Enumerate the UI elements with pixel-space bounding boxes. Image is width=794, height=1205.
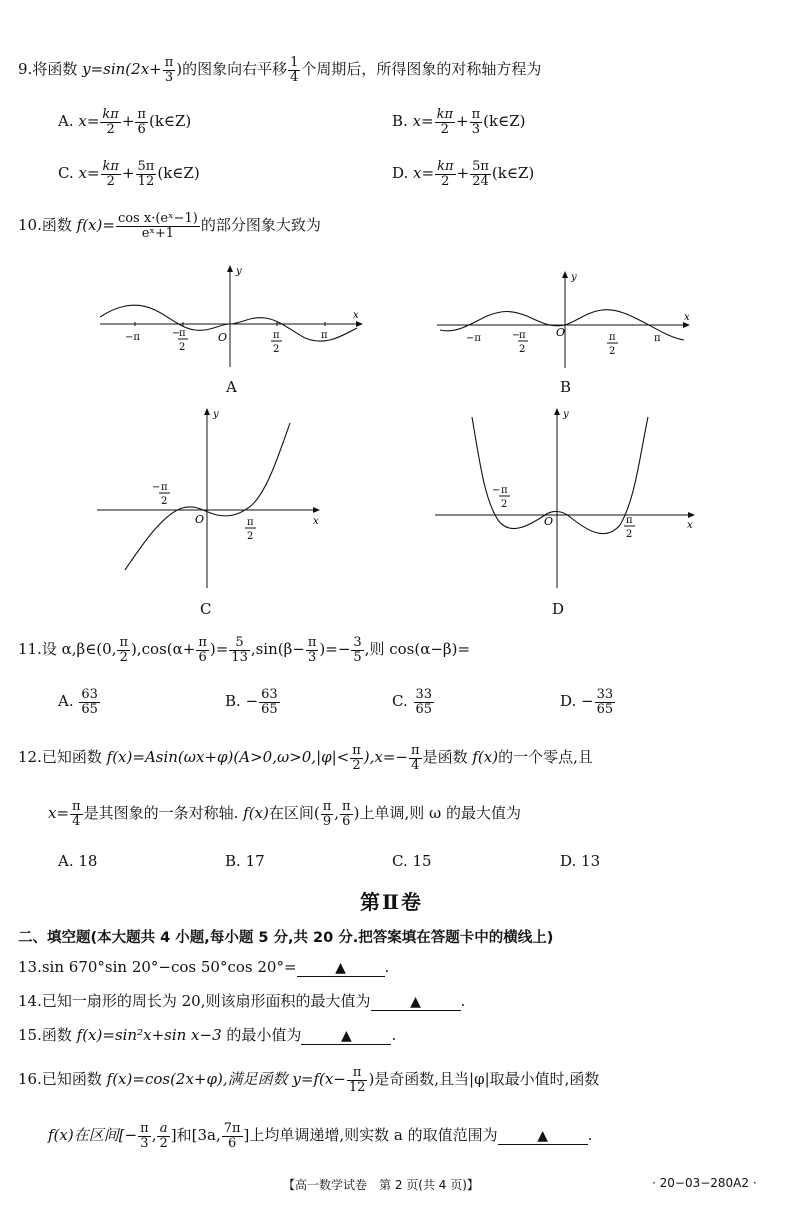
q10-fraction: $\frac{\text{cos x·(eˣ−1)}}{\text{eˣ+1}}$	[117, 211, 198, 241]
svg-text:−: −	[492, 485, 501, 496]
svg-text:2: 2	[609, 346, 616, 357]
q9-option-a: A. x= $\frac{k\pi}{2}$ + $\frac{\pi}{6}$ (k∈Z)	[58, 107, 192, 137]
svg-text:y: y	[571, 272, 577, 283]
q12-option-d: D. 13	[560, 852, 601, 870]
q12-option-b: B. 17	[225, 852, 265, 870]
q12-option-a: A. 18	[58, 852, 98, 870]
q12-stem-line1: 12.已知函数 f(x)=Asin(ωx+φ)(A>0,ω>0,|φ|< $\frac{\pi}{2}$ ),x=− $\frac{\pi}{4}$ 是函数 f(x)的一个零点,且	[18, 743, 593, 773]
svg-text:π: π	[179, 328, 186, 339]
svg-text:π: π	[626, 515, 633, 526]
q9-option-c: C. x= $\frac{k\pi}{2}$ + $\frac{5\pi}{12}$ (k∈Z)	[58, 159, 200, 189]
q16-line1: 16.已知函数 f(x)=cos(2x+φ),满足函数 y=f(x− $\frac{\pi}{12}$ )是奇函数,且当|φ|取最小值时,函数	[18, 1065, 600, 1095]
svg-text:π: π	[247, 517, 254, 528]
svg-text:2: 2	[273, 344, 280, 355]
svg-text:2: 2	[247, 531, 254, 542]
q14: 14.已知一扇形的周长为 20,则该扇形面积的最大值为 ▲ .	[18, 992, 466, 1010]
footer-code: · 20−03−280A2 ·	[652, 1176, 757, 1190]
svg-text:π: π	[609, 332, 616, 343]
svg-text:π: π	[519, 330, 526, 341]
q15: 15.函数 f(x)=sin²x+sin x−3 的最小值为 ▲ .	[18, 1026, 397, 1044]
answer-blank-mark: ▲	[341, 1028, 352, 1044]
q10-graph-a	[95, 262, 370, 372]
q11-option-b: B. − $\frac{63}{65}$	[225, 687, 278, 717]
answer-blank-mark: ▲	[537, 1128, 549, 1145]
svg-text:y: y	[236, 266, 242, 277]
svg-text:π: π	[321, 330, 328, 341]
svg-text:O: O	[556, 326, 566, 339]
svg-text:O: O	[544, 515, 554, 528]
q9-frac-1-4: $\frac{1}{4}$	[290, 55, 299, 85]
q16-line2: f(x)在区间[− $\frac{\pi}{3}$ , $\frac{a}{2}$ ]和[3a, $\frac{7\pi}{6}$ ]上均单调递增,则实数 a 的取值范围为 ▲ .	[48, 1121, 593, 1151]
q9-frac-pi-3: $\frac{\pi}{3}$	[164, 55, 174, 85]
answer-blank-mark: ▲	[410, 994, 421, 1010]
q10-number: 10.	[18, 216, 42, 235]
q10-label-b: B	[560, 378, 572, 396]
svg-text:π: π	[654, 333, 661, 344]
svg-text:−: −	[172, 328, 181, 339]
svg-text:2: 2	[626, 529, 633, 540]
svg-text:2: 2	[179, 342, 186, 353]
q12-stem-line2: x= $\frac{\pi}{4}$ 是其图象的一条对称轴. f(x)在区间( $\frac{\pi}{9}$ , $\frac{\pi}{6}$ )上单调,则 ω 的最大值为	[48, 799, 521, 829]
q10-curve-d	[472, 417, 648, 534]
svg-text:x: x	[684, 312, 690, 323]
q11-stem: 11.设 α,β∈(0, $\frac{\pi}{2}$ ),cos(α+ $\frac{\pi}{6}$ )= $\frac{5}{13}$ ,sin(β− $\frac{\pi}{3}$ )=− $\frac{3}{5}$ ,则 cos(α−β)=	[18, 635, 471, 665]
part2-title: 第Ⅱ卷	[360, 890, 423, 914]
footer-page-info: 【高一数学试卷 第 2 页(共 4 页)】	[283, 1178, 479, 1192]
svg-text:2: 2	[161, 496, 168, 507]
svg-text:−: −	[512, 330, 521, 341]
q11-number: 11.	[18, 640, 42, 659]
q11-option-a: A. $\frac{63}{65}$	[58, 687, 98, 717]
svg-text:x: x	[313, 516, 319, 527]
q9-option-d: D. x= $\frac{k\pi}{2}$ + $\frac{5\pi}{24}$ (k∈Z)	[392, 159, 535, 189]
svg-text:−: −	[152, 482, 161, 493]
q10-label-d: D	[552, 600, 565, 618]
section2-heading: 二、填空题(本大题共 4 小题,每小题 5 分,共 20 分.把答案填在答题卡中的横线上)	[18, 930, 554, 946]
svg-text:π: π	[501, 485, 508, 496]
svg-text:2: 2	[501, 499, 508, 510]
svg-text:O: O	[218, 331, 228, 344]
q12-number: 12.	[18, 748, 42, 767]
q10-label-c: C	[200, 600, 212, 618]
q11-option-d: D. − $\frac{33}{65}$	[560, 687, 614, 717]
q12-option-c: C. 15	[392, 852, 432, 870]
q10-graph-b	[432, 268, 697, 373]
q9-option-b: B. x= $\frac{k\pi}{2}$ + $\frac{\pi}{3}$ (k∈Z)	[392, 107, 526, 137]
q9-number: 9.	[18, 60, 33, 79]
svg-text:−π: −π	[466, 333, 481, 344]
svg-text:−π: −π	[125, 332, 140, 343]
q10-label-a: A	[226, 378, 237, 396]
q13: 13.sin 670°sin 20°−cos 50°cos 20°= ▲ .	[18, 958, 390, 976]
svg-text:x: x	[353, 310, 359, 321]
svg-text:π: π	[161, 482, 168, 493]
q9-stem: 9.将函数 y=sin(2x+ $\frac{\pi}{3}$ )的图象向右平移 $\frac{1}{4}$ 个周期后，所得图象的对称轴方程为	[18, 55, 542, 85]
q10-graph-d	[430, 405, 700, 590]
q10-graph-c	[92, 405, 327, 590]
answer-blank-mark: ▲	[335, 960, 346, 976]
svg-text:O: O	[195, 513, 205, 526]
svg-text:y: y	[213, 409, 219, 420]
svg-text:x: x	[687, 520, 693, 531]
svg-text:2: 2	[519, 344, 526, 355]
svg-text:π: π	[273, 330, 280, 341]
q11-option-c: C. $\frac{33}{65}$	[392, 687, 433, 717]
q10-stem: 10.函数 f(x)= $\frac{\text{cos x·(eˣ−1)}}{\text{eˣ+1}}$ 的部分图象大致为	[18, 211, 321, 241]
svg-text:y: y	[563, 409, 569, 420]
